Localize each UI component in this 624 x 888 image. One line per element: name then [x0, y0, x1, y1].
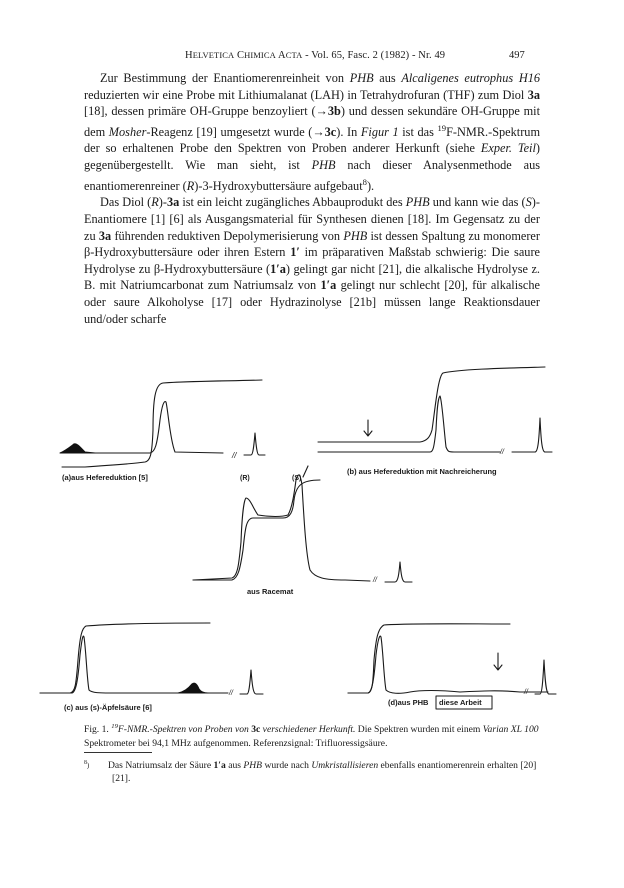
text-run: 8 [362, 176, 367, 187]
spectrum-d-break-mark: // [524, 689, 528, 696]
spectrum-c-integral [40, 623, 210, 693]
spectrum-b-label: (b) aus Hefereduktion mit Nachreicherung [347, 467, 497, 476]
text-run: 3b [327, 104, 341, 119]
text-run: S [525, 195, 532, 210]
spectrum-b-reference-peak [512, 418, 552, 452]
text-run: )- [158, 195, 167, 210]
journal-citation [185, 50, 445, 61]
footnote-8 [84, 760, 540, 786]
running-header [0, 50, 624, 66]
racemat-integral [193, 480, 320, 580]
text-run: reduzierten wir eine Probe mit Lithiumalanat (LAH) in Tetrahydrofuran (THF) zum Diol [84, 87, 528, 102]
spectrum-b-integral [318, 367, 545, 442]
spectrum-c-break-mark: // [229, 690, 233, 697]
text-run: verschiedener Herkunft. [260, 724, 356, 736]
text-run: )-3-Hydroxybuttersäure aufgebaut [194, 178, 363, 193]
text-run: 19 [437, 122, 447, 133]
text-run: Das Diol ( [100, 195, 152, 210]
footnote-text [84, 760, 540, 786]
spectrum-a-label: (a)aus Hefereduktion [5] [62, 473, 148, 482]
spectrum-a-break-mark: // [232, 451, 237, 460]
text-run: Alcaligenes eutrophus H16 [401, 71, 540, 85]
spectra-svg [0, 342, 624, 724]
text-run: PHB [311, 158, 336, 173]
text-run: Exper. Teil [480, 141, 536, 156]
text-run: 1′a [213, 760, 226, 771]
spectrum-c [40, 623, 263, 697]
text-run: und kann wie das ( [429, 195, 526, 210]
spectrum-c-reference-peak [240, 670, 263, 694]
text-run: 3a [166, 195, 180, 210]
figure-caption [84, 720, 540, 750]
page-number: 497 [509, 50, 525, 61]
text-run: Varian XL 100 [482, 724, 539, 736]
text-run: ebenfalls enantiomerenrein erhalten [20] [21]. [112, 760, 537, 784]
spectrum-d-label: (d)aus PHB [388, 698, 429, 707]
text-run: Das Natriumsalz der Säure [108, 760, 214, 771]
body-text [84, 70, 540, 327]
footnote-marker [84, 757, 89, 772]
spectrum-c-minor-peak [178, 683, 208, 693]
text-run: 1′a [320, 278, 337, 293]
footnote-marker-paren: ) [86, 761, 90, 770]
spectrum-d [348, 624, 556, 696]
spectrum-b [318, 367, 552, 456]
text-run: Figur 1 [360, 124, 399, 139]
text-run: PHB [243, 760, 263, 771]
text-run: wurde nach [262, 760, 312, 771]
text-run: 1′ [290, 245, 300, 260]
journal-smallcaps-1: ELVETICA [192, 50, 235, 60]
text-run: ist das [398, 124, 438, 139]
racemat-reference-peak [385, 562, 412, 582]
text-run: [18], dessen primäre OH-Gruppe benzoyliert (→ [84, 104, 328, 119]
enantiomer-r-label: (R) [240, 475, 250, 482]
spectrum-a-reference-peak [244, 433, 265, 455]
text-run: ). In [336, 124, 361, 139]
text-run: nach dieser Analysenmethode aus enantiomerenreiner ( [84, 158, 541, 193]
text-run: 3c [324, 124, 337, 139]
text-run: aus [373, 71, 402, 85]
journal-initial-h: H [185, 50, 193, 61]
text-run: PHB [349, 71, 374, 85]
text-run: ). [366, 178, 375, 193]
text-run: F-NMR.-Spektren von Proben von [117, 724, 252, 736]
text-run: Mosher [108, 124, 147, 139]
journal-smallcaps-2: HIMICA [244, 50, 276, 60]
journal-smallcaps-3: CTA [285, 50, 303, 60]
footnote-rule [84, 752, 152, 753]
text-run: PHB [343, 228, 368, 243]
figure-1-nmr-spectra [0, 342, 624, 724]
spectrum-c-trace [40, 636, 228, 693]
spectrum-a-minor-peak [60, 444, 95, 453]
text-run: führenden reduktiven Depolymerisierung von [111, 228, 344, 243]
text-run: R [186, 178, 195, 193]
text-run: ) gegenübergestellt. Wie man sieht, ist [84, 141, 540, 173]
text-run: gelingt nur schlecht [20], für alkalische oder saure Alkoholyse [17] oder Hydrazinolyse [21b] müssen lange Reaktionsdauer und/oder scharfe [84, 278, 540, 326]
text-run: Spektrometer bei 94,1 MHz aufgenommen. Referenzsignal: Trifluoressigsäure. [84, 737, 388, 749]
spectrum-d-reference-peak [535, 660, 556, 694]
racemat-trace [193, 475, 370, 581]
footnote-marker-number: 8 [84, 760, 87, 766]
text-run: im präparativen Maßstab schwierig: Die saure Hydrolyse zu β-Hydroxybuttersäure ( [84, 245, 540, 276]
spectrum-d-trace [348, 636, 548, 693]
text-run: 1′a [270, 261, 286, 276]
text-run: Fig. 1. [84, 724, 112, 736]
text-run: Umkristallisieren [311, 760, 379, 771]
diese-arbeit-label: diese Arbeit [439, 698, 482, 707]
spectrum-b-arrow [364, 420, 372, 436]
text-run: )-Enantiomere [1] [6] als Ausgangsmaterial für Synthesen dienen [18]. Im Gegensatz zu der zu [84, 195, 540, 243]
text-run: Zur Bestimmung der Enantiomerenreinheit von [100, 71, 350, 85]
racemat-break-mark: // [373, 577, 377, 584]
journal-details: - Vol. 65, Fasc. 2 (1982) - Nr. 49 [302, 50, 446, 61]
spectrum-c-label: (c) aus (s)-Äpfelsäure [6] [64, 703, 152, 712]
text-run: -Reagenz [19] umgesetzt wurde (→ [146, 124, 325, 139]
text-run: 3a [527, 87, 540, 102]
text-run: Die Spektren wurden mit einem [355, 724, 483, 736]
journal-initial-c: C [237, 50, 245, 61]
text-run: PHB [405, 195, 430, 210]
paragraph-1 [84, 70, 540, 194]
racemat-label: aus Racemat [247, 587, 294, 596]
text-run: F-NMR.-Spektrum der so erhaltenen Probe den Spektren von Proben anderer Herkunft (siehe [84, 124, 541, 156]
journal-initial-a: A [278, 50, 286, 61]
text-run: ist dessen Spaltung zu monomerer β-Hydroxybuttersäure oder ihren Estern [84, 228, 540, 260]
text-run: 3a [98, 228, 112, 243]
text-run: R [151, 195, 159, 210]
text-run: ) und dessen sekundäre OH-Gruppe mit dem [84, 104, 540, 139]
spectrum-b-trace [318, 396, 500, 452]
spectrum-a-trace [62, 402, 223, 453]
enantiomer-s-label: (S) [292, 475, 302, 482]
text-run: ) gelingt gar nicht [21], die alkalische Hydrolyse z. B. mit Natriumcarbonat zum Natriumsalz von [84, 261, 541, 293]
spectrum-d-arrow [494, 653, 502, 670]
paragraph-2 [84, 194, 540, 327]
spectrum-b-break-mark: // [500, 449, 504, 456]
text-run: ist ein leicht zugängliches Abbauprodukt des [179, 195, 406, 210]
text-run: aus [225, 760, 244, 771]
spectrum-racemat [193, 466, 412, 584]
text-run: 19 [111, 723, 118, 730]
spectrum-a [60, 380, 265, 467]
text-run: 3c [251, 724, 261, 736]
label-s-pointer [303, 466, 308, 477]
